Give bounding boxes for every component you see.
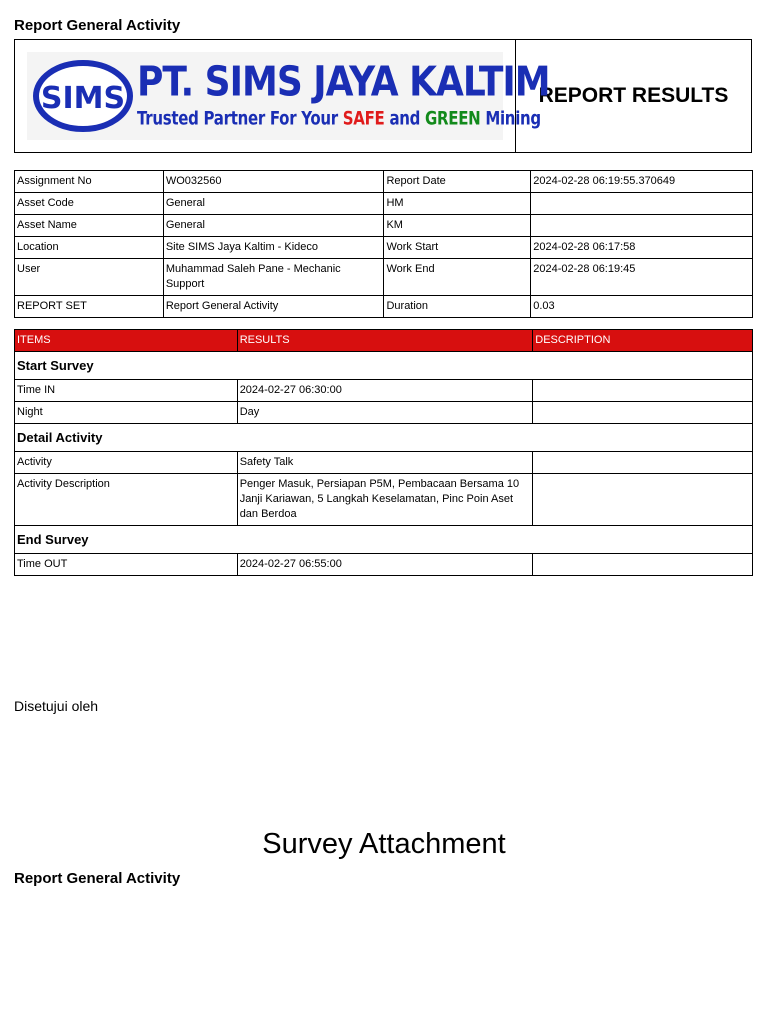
- info-label: Work Start: [384, 237, 531, 259]
- attachment-subtitle: Report General Activity: [14, 870, 181, 887]
- info-label: Location: [15, 237, 164, 259]
- info-value: 2024-02-28 06:19:45: [531, 259, 753, 296]
- table-row: [15, 259, 753, 296]
- tagline-safe: SAFE: [342, 106, 385, 130]
- table-row: [15, 237, 753, 259]
- info-label: Duration: [384, 296, 531, 318]
- company-name: PT. SIMS JAYA KALTIM: [137, 58, 550, 106]
- item-result: Day: [237, 402, 533, 424]
- item-name: Activity Description: [15, 474, 238, 526]
- item-name: Time OUT: [15, 554, 238, 576]
- table-row: [15, 452, 753, 474]
- info-label: HM: [384, 193, 531, 215]
- column-header-items: ITEMS: [15, 330, 238, 352]
- tagline-and: and: [384, 106, 425, 130]
- info-value: [531, 215, 753, 237]
- table-row: [15, 554, 753, 576]
- document-title: Report General Activity: [14, 17, 181, 34]
- tagline-green: GREEN: [425, 106, 481, 130]
- info-label: KM: [384, 215, 531, 237]
- table-row: [15, 215, 753, 237]
- column-header-description: DESCRIPTION: [533, 330, 753, 352]
- attachment-title: Survey Attachment: [262, 828, 506, 860]
- section-title: Start Survey: [15, 352, 753, 380]
- company-logo: [27, 52, 550, 140]
- emblem-text: SIMS: [40, 81, 126, 116]
- info-value: 0.03: [531, 296, 753, 318]
- section-row: [15, 424, 753, 452]
- info-value: 2024-02-28 06:17:58: [531, 237, 753, 259]
- table-row: [15, 380, 753, 402]
- report-header: [14, 39, 752, 153]
- logo-cell: [15, 40, 550, 152]
- item-description: [533, 402, 753, 424]
- info-label: REPORT SET: [15, 296, 164, 318]
- section-title: Detail Activity: [15, 424, 753, 452]
- items-table: [14, 329, 753, 576]
- info-value: Site SIMS Jaya Kaltim - Kideco: [163, 237, 384, 259]
- logo-text: [137, 58, 550, 130]
- table-row: [15, 402, 753, 424]
- column-header-results: RESULTS: [237, 330, 533, 352]
- items-header-row: [15, 330, 753, 352]
- info-table: [14, 170, 753, 318]
- table-row: [15, 193, 753, 215]
- item-description: [533, 554, 753, 576]
- item-result: Penger Masuk, Persiapan P5M, Pembacaan Bersama 10 Janji Kariawan, 5 Langkah Keselamatan, Pinc Poin Aset dan Berdoa: [237, 474, 533, 526]
- item-result: 2024-02-27 06:55:00: [237, 554, 533, 576]
- info-value: Report General Activity: [163, 296, 384, 318]
- info-label: Asset Name: [15, 215, 164, 237]
- item-name: Activity: [15, 452, 238, 474]
- approval-label: Disetujui oleh: [14, 698, 99, 714]
- company-tagline: [137, 104, 550, 132]
- item-description: [533, 452, 753, 474]
- info-label: Work End: [384, 259, 531, 296]
- item-description: [533, 380, 753, 402]
- info-value: [531, 193, 753, 215]
- section-title: End Survey: [15, 526, 753, 554]
- info-label: Assignment No: [15, 171, 164, 193]
- table-row: [15, 474, 753, 526]
- info-label: Asset Code: [15, 193, 164, 215]
- item-name: Time IN: [15, 380, 238, 402]
- tagline-prefix: Trusted Partner For Your: [137, 106, 343, 130]
- info-value: General: [163, 215, 384, 237]
- section-row: [15, 526, 753, 554]
- item-name: Night: [15, 402, 238, 424]
- info-value: Muhammad Saleh Pane - Mechanic Support: [163, 259, 384, 296]
- info-value: WO032560: [163, 171, 384, 193]
- table-row: [15, 296, 753, 318]
- tagline-suffix: Mining: [480, 106, 541, 130]
- table-row: [15, 171, 753, 193]
- report-results-title: REPORT RESULTS: [538, 84, 729, 107]
- info-label: User: [15, 259, 164, 296]
- sims-emblem-icon: [33, 60, 133, 132]
- section-row: [15, 352, 753, 380]
- item-description: [533, 474, 753, 526]
- info-label: Report Date: [384, 171, 531, 193]
- item-result: 2024-02-27 06:30:00: [237, 380, 533, 402]
- item-result: Safety Talk: [237, 452, 533, 474]
- info-value: 2024-02-28 06:19:55.370649: [531, 171, 753, 193]
- info-value: General: [163, 193, 384, 215]
